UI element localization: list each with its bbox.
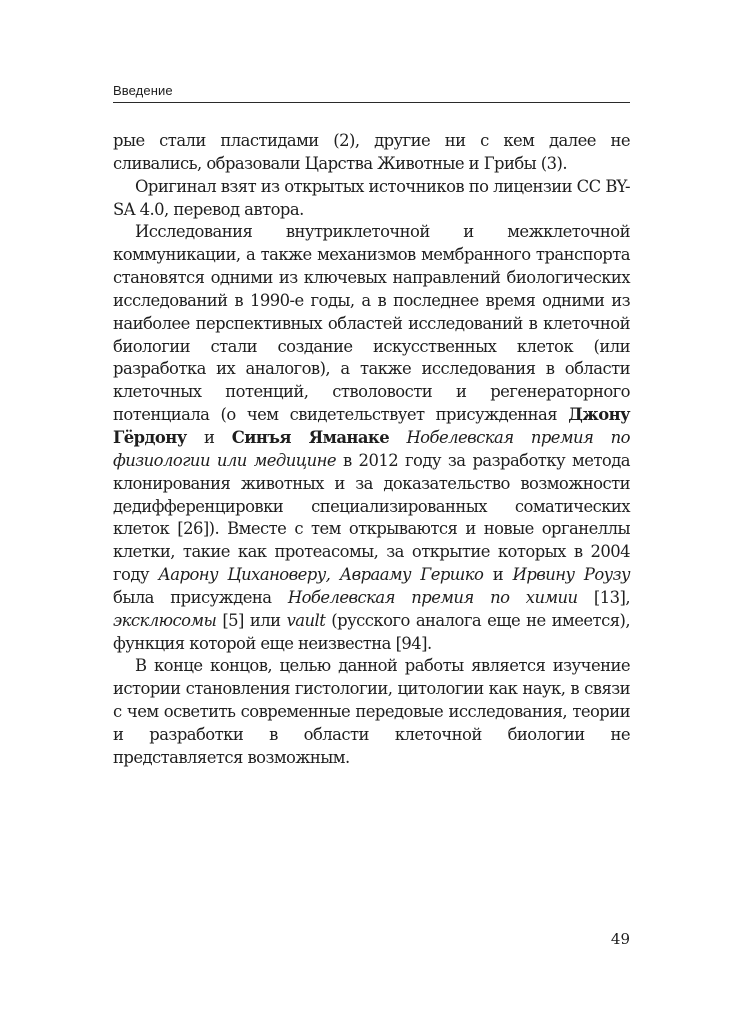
text-run: [5] или bbox=[216, 610, 287, 630]
text-run: в 2012 году за разработку метода клонирования животных и за доказательство возможности дедифференцировки специализированных соматических клеток [26]). Вместе с тем открываются и новые органеллы клетки, такие как протеасомы, за открытие которых в 2004 году bbox=[113, 450, 630, 585]
text-run: [13], bbox=[577, 587, 630, 607]
text-run: Исследования внутриклеточной и межклеточной коммуникации, а также механизмов мембранного транспорта становятся одними из ключевых направлений биологических исследований в 1990-е годы, а в последнее время одними из наиболее перспективных областей исследований в клеточной биологии стали создание искусственных клеток (или разработка их аналогов), а также исследования в области клеточных потенций, стволовости и регенераторного потенциала (о чем свидетельствует присужденная bbox=[113, 222, 630, 425]
paragraph-conclusion: В конце концов, целью данной работы является изучение истории становления гистологии, цитологии как наук, в связи с чем осветить современные передовые исследования, теории и разработки в области клеточной биологии не представляется возможным. bbox=[113, 656, 630, 767]
page-number: 49 bbox=[610, 930, 630, 948]
italic-nobel-medicine: Нобелевская премия по физиологии или медицине bbox=[113, 427, 630, 470]
text-run: (русского аналога еще не имеется), функция которой еще неизвестна [94]. bbox=[113, 610, 630, 653]
running-header bbox=[113, 82, 630, 103]
italic-exclusomes: эксклюсомы bbox=[113, 610, 217, 630]
paragraph-continuation: рые стали пластидами (2), другие ни с кем далее не сливались, образовали Царства Животные и Грибы (3). bbox=[113, 131, 630, 173]
paragraph-license: Оригинал взят из открытых источников по лицензии CC BY-SA 4.0, перевод автора. bbox=[113, 176, 630, 219]
running-title: Введение bbox=[113, 83, 173, 98]
text-run: и bbox=[186, 427, 232, 447]
italic-vault: vault bbox=[286, 610, 326, 630]
bold-name-gurdon: Джону Гёрдону bbox=[113, 405, 630, 447]
italic-nobel-chemistry: Нобелевская премия по химии bbox=[287, 587, 578, 607]
italic-names-ciechanover-hershko: Аарону Цихановеру, Аврааму Гершко bbox=[158, 565, 484, 585]
bold-name-yamanaka: Синъя Яманаке bbox=[231, 427, 390, 447]
text-run: и bbox=[483, 565, 513, 585]
body-text bbox=[113, 130, 630, 770]
text-run: была присуждена bbox=[113, 587, 288, 607]
text-run bbox=[389, 428, 406, 447]
paragraph-research bbox=[113, 221, 630, 655]
italic-name-rose: Ирвину Роузу bbox=[512, 565, 630, 585]
